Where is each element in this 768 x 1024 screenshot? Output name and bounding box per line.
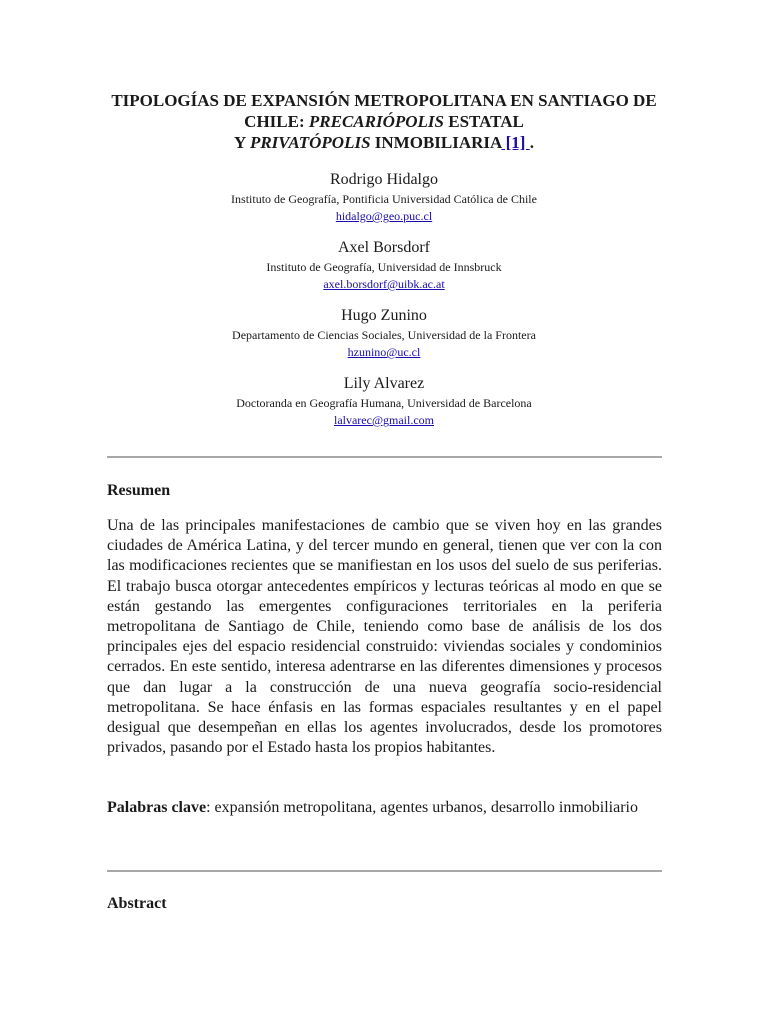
footnote-link[interactable]: [1] [501,133,530,152]
keywords-text: : expansión metropolitana, agentes urbanos, desarrollo inmobiliario [206,799,638,816]
author-affiliation: Doctoranda en Geografía Humana, Universidad de Barcelona [236,396,532,410]
author-name: Hugo Zunino [341,307,427,324]
author-block-3 [60,306,708,361]
title-line-1: TIPOLOGÍAS DE EXPANSIÓN METROPOLITANA EN SANTIAGO DE [111,91,657,110]
resumen-heading: Resumen [107,482,171,499]
author-affiliation: Departamento de Ciencias Sociales, Universidad de la Frontera [232,328,536,342]
author-email-link[interactable]: hidalgo@geo.puc.cl [335,209,433,223]
abstract-heading: Abstract [107,895,167,912]
author-block-2 [60,238,708,293]
title-line-2-prefix: CHILE: [244,112,309,131]
title-line-3 [60,132,708,153]
section-divider [107,456,662,458]
author-block-1 [60,170,708,225]
author-name: Lily Alvarez [343,375,425,392]
keywords-paragraph [107,797,662,818]
title-line-3-suffix: INMOBILIARIA [370,133,502,152]
title-line-2 [60,111,708,132]
title-privatopolis: PRIVATÓPOLIS [249,133,371,152]
author-block-4 [60,374,708,429]
author-affiliation: Instituto de Geografía, Universidad de Innsbruck [266,260,502,274]
author-email-link[interactable]: lalvarec@gmail.com [333,413,434,427]
title-end-punct: . [529,133,534,152]
author-name: Rodrigo Hidalgo [330,171,438,188]
author-affiliation: Instituto de Geografía, Pontificia Universidad Católica de Chile [231,192,537,206]
author-name: Axel Borsdorf [338,239,430,256]
author-email-link[interactable]: hzunino@uc.cl [347,345,421,359]
title-line-2-suffix: ESTATAL [443,112,524,131]
keywords-label: Palabras clave [107,799,207,816]
title-precariopolis: PRECARIÓPOLIS [308,112,444,131]
author-email-link[interactable]: axel.borsdorf@uibk.ac.at [323,277,445,291]
resumen-body: Una de las principales manifestaciones de cambio que se viven hoy en las grandes ciudades de América Latina, y del tercer mundo en general, tienen que ver con la con las modificaciones recientes que se manifiestan en los usos del suelo de sus periferias. El trabajo busca otorgar antecedentes empíricos y lecturas teóricas al modo en que se están gestando las emergentes configuraciones territoriales en la periferia metropolitana de Santiago de Chile, teniendo como base de análisis de los dos principales ejes del espacio residencial construido: viviendas sociales y condominios cerrados. En este sentido, interesa adentrarse en las diferentes dimensiones y procesos que dan lugar a la construcción de una nueva geografía socio-residencial metropolitana. Se hace énfasis en las formas espaciales resultantes y en el papel desigual que desempeñan en ellas los agentes involucrados, desde los promotores privados, pasando por el Estado hasta los propios habitantes. [107,517,662,757]
section-divider [107,870,662,872]
paper-title [60,90,708,153]
title-line-3-prefix: Y [234,133,250,152]
